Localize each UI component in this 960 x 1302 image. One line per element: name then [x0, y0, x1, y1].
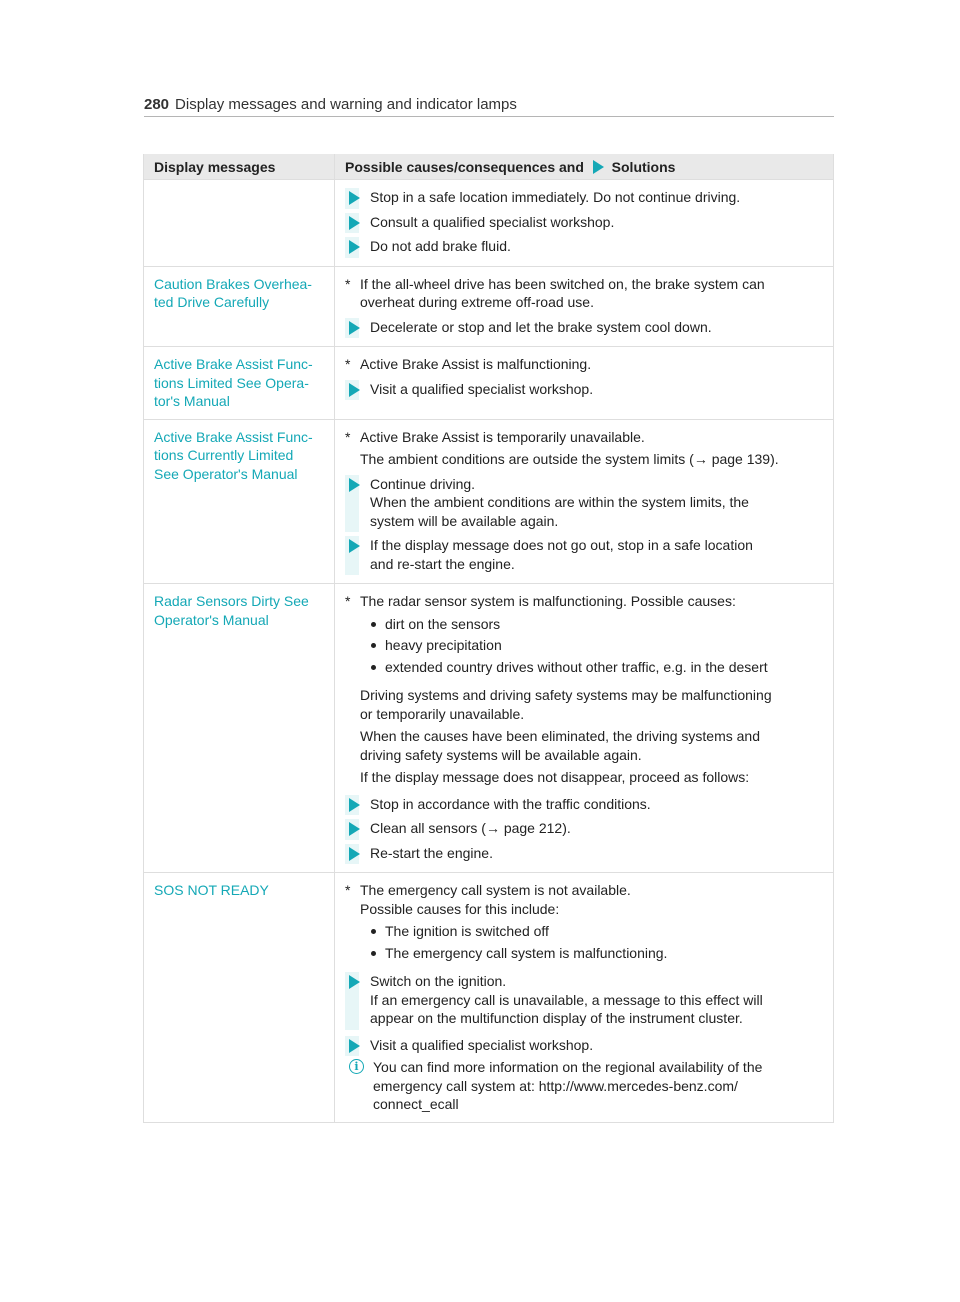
list-item: extended country drives without other traffic, e.g. in the desert — [345, 658, 823, 677]
causes-cell — [335, 584, 834, 873]
page-title: Display messages and warning and indicator lamps — [175, 96, 517, 113]
arrow-right-icon — [349, 383, 360, 397]
solution-step: Visit a qualified specialist workshop. — [345, 1036, 823, 1055]
arrow-right-icon — [349, 216, 360, 230]
arrow-right-icon — [349, 321, 360, 335]
solution-step: Visit a qualified specialist workshop. — [345, 380, 823, 399]
col-header-causes: Possible causes/consequences and Solutions — [335, 154, 834, 180]
list-item: The ignition is switched off — [345, 922, 823, 941]
table-row — [144, 347, 834, 420]
cause-text: * Active Brake Assist is malfunctioning. — [345, 356, 592, 372]
info-icon: i — [349, 1059, 364, 1074]
message-cell: Radar Sensors Dirty See Operator's Manual — [144, 584, 335, 873]
table-row — [144, 584, 834, 873]
message-cell: SOS NOT READY — [144, 873, 335, 1123]
table-header-row — [144, 154, 834, 180]
display-messages-table — [143, 154, 834, 1123]
arrow-right-icon — [591, 160, 605, 174]
arrow-right-icon — [349, 539, 360, 553]
causes-cell — [335, 419, 834, 584]
solution-step: Do not add brake fluid. — [345, 237, 823, 256]
list-item: dirt on the sensors — [345, 615, 823, 634]
cause-text: * The radar sensor system is malfunctioning. Possible causes: — [345, 593, 736, 609]
arrow-right-icon — [349, 1039, 360, 1053]
solution-step: Re-start the engine. — [345, 844, 823, 863]
solution-step: Continue driving. When the ambient conditions are within the system limits, the system will be available again. — [345, 475, 823, 531]
solution-step: Stop in accordance with the traffic conditions. — [345, 795, 823, 814]
table-row — [144, 419, 834, 584]
solution-step: Clean all sensors (→ page 212). — [345, 819, 823, 838]
message-cell: Caution Brakes Overhea- ted Drive Carefully — [144, 266, 335, 347]
cause-text: * The emergency call system is not available. Possible causes for this include: — [345, 882, 631, 917]
arrow-right-icon — [349, 191, 360, 205]
info-note: i You can find more information on the regional availability of the emergency call system at: http://www.mercedes-benz.com/ connect_ecall — [345, 1058, 823, 1114]
cause-text: * Active Brake Assist is temporarily unavailable. — [345, 428, 645, 445]
page-number: 280 — [144, 96, 170, 113]
message-cell — [144, 180, 335, 267]
arrow-right-icon — [349, 847, 360, 861]
arrow-right-icon — [349, 240, 360, 254]
arrow-right-icon — [349, 822, 360, 836]
arrow-right-icon — [349, 798, 360, 812]
cause-text: * If the all-wheel drive has been switched on, the brake system can overheat during extreme off-road use. — [345, 275, 765, 310]
description-text: When the causes have been eliminated, the driving systems and driving safety systems will be available again. — [360, 728, 761, 763]
description-text: The ambient conditions are outside the system limits (→ page 139). — [360, 451, 779, 467]
table-row — [144, 266, 834, 347]
description-text: If the display message does not disappear, proceed as follows: — [360, 769, 750, 785]
message-cell: Active Brake Assist Func- tions Limited See Opera- tor's Manual — [144, 347, 335, 420]
solution-step: If the display message does not go out, stop in a safe location and re-start the engine. — [345, 536, 823, 573]
solution-step: Stop in a safe location immediately. Do not continue driving. — [345, 188, 823, 207]
list-item: heavy precipitation — [345, 636, 823, 655]
description-text: Driving systems and driving safety systems may be malfunctioning or temporarily unavailable. — [360, 687, 772, 722]
col-header-messages: Display messages — [144, 154, 335, 180]
page-header — [144, 96, 834, 117]
causes-cell — [335, 180, 834, 267]
solution-step: Switch on the ignition. If an emergency call is unavailable, a message to this effect will appear on the multifunction display of the instrument cluster. — [345, 972, 823, 1028]
solution-step: Consult a qualified specialist workshop. — [345, 213, 823, 232]
arrow-right-icon — [349, 975, 360, 989]
list-item: The emergency call system is malfunctioning. — [345, 944, 823, 963]
table-row — [144, 873, 834, 1123]
table-row — [144, 180, 834, 267]
arrow-right-icon — [349, 478, 360, 492]
solution-step: Decelerate or stop and let the brake system cool down. — [345, 318, 823, 337]
causes-cell — [335, 873, 834, 1123]
causes-cell — [335, 266, 834, 347]
message-cell: Active Brake Assist Func- tions Currently Limited See Operator's Manual — [144, 419, 335, 584]
causes-cell — [335, 347, 834, 420]
